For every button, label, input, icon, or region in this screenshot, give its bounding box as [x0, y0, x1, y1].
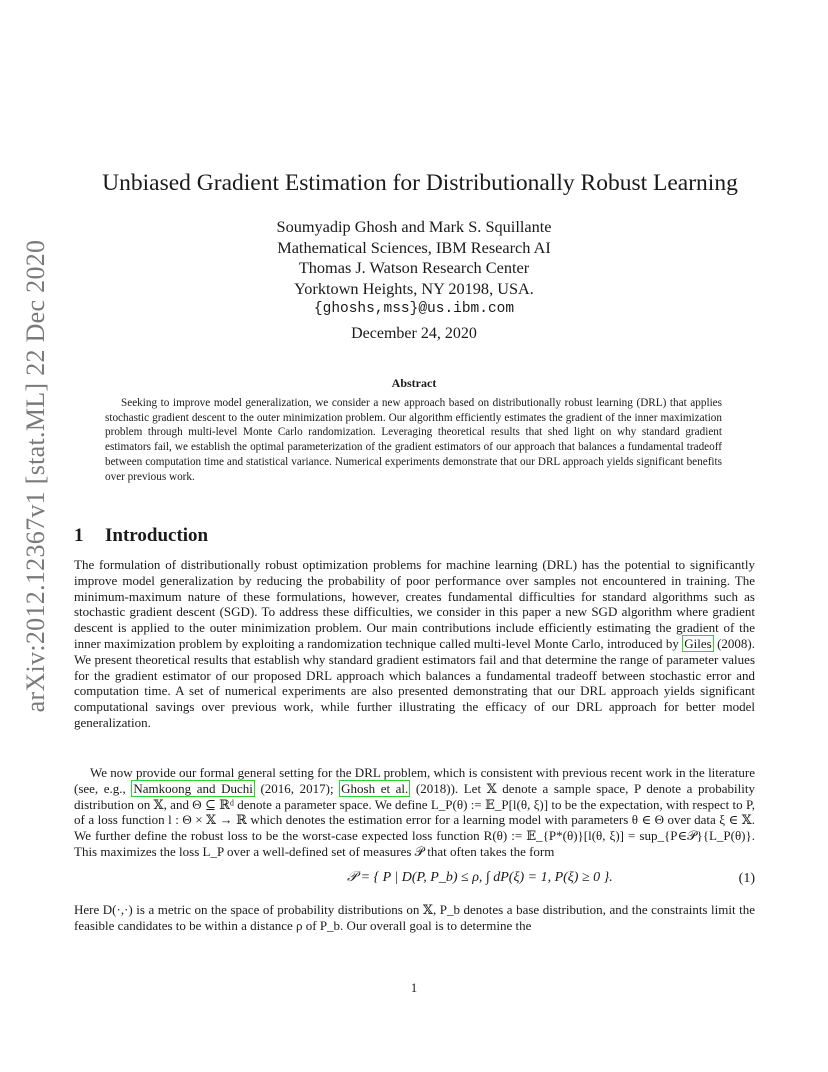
- paper-date: December 24, 2020: [351, 325, 477, 342]
- author-affiliation: Mathematical Sciences, IBM Research AI: [277, 237, 551, 257]
- intro-p2-text-a: We now provide our formal general setting for the DRL problem, which is consistent with previous recent work in the literature (see, e.g.,: [74, 765, 755, 796]
- intro-p1-text-a: The formulation of distributionally robust optimization problems for machine learning (DRL) has the potential to significantly improve model generalization by reducing the probability of poor performance over samples not encountered in training. The minimum-maximum nature of these formulations, however, creates fundamental difficulties for standard algorithms such as stochastic gradient descent (SGD). To address these difficulties, we consider in this paper a new SGD algorithm where gradient descent is applied to the outer minimization problem. Our main contributions include efficiently estimating the gradient of the inner maximization problem by exploiting a randomization technique called multi-level Monte Carlo, introduced by: [74, 557, 755, 651]
- section-heading: [74, 525, 208, 547]
- author-email: {ghoshs,mss}@us.ibm.com: [313, 301, 515, 317]
- citation-year: (2008): [717, 635, 752, 651]
- intro-paragraph-2: [74, 765, 755, 860]
- intro-p1-text-b: . We present theoretical results that establish why standard gradient estimators fail and that determine the range of parameter values for the gradient estimator of our proposed DRL approach which balances a fundamental tradeoff between stochastic error and computation time. A set of numerical experiments are also presented demonstrating that our DRL approach yields significant computational savings over previous work, while further illustrating the efficacy of our DRL approach for better model generalization.: [74, 635, 755, 730]
- page-number: 1: [410, 981, 418, 995]
- section-number: 1: [74, 525, 84, 546]
- intro-p2-text-b: ). Let 𝕏 denote a sample space, P denote a probability distribution on 𝕏, and Θ ⊆ ℝᵈ denote a parameter space. We define L_P(θ) := 𝔼_P[l(θ, ξ)] to be the expectation, with respect to P, of a loss function l : Θ × 𝕏 → ℝ which denotes the estimation error for a learning model with parameters θ ∈ Θ over data ξ ∈ 𝕏. We further define the robust loss to be the worst-case expected loss function R(θ) := 𝔼_{P*(θ)}[l(θ, ξ)] = sup_{P∈𝒫}{L_P(θ)}. This maximizes the loss L_P over a well-defined set of measures 𝒫 that often takes the form: [74, 780, 755, 859]
- citation-link-giles[interactable]: Giles: [684, 635, 712, 651]
- section-title: Introduction: [105, 525, 209, 546]
- equation-1: [74, 868, 755, 894]
- citation-year: (2018): [415, 780, 451, 796]
- intro-paragraph-1: [74, 557, 755, 731]
- arxiv-identifier: arXiv:2012.12367v1 [stat.ML] 22 Dec 2020: [21, 239, 50, 713]
- intro-paragraph-3: Here D(·,·) is a metric on the space of probability distributions on 𝕏, P_b denotes a base distribution, and the constraints limit the feasible candidates to be within a distance ρ of P_b. Our overall goal is to determine the: [74, 902, 755, 933]
- citation-link-namkoong-duchi[interactable]: Namkoong and Duchi: [133, 780, 253, 796]
- abstract-heading: Abstract: [391, 376, 437, 390]
- citation-years: (2016, 2017): [260, 780, 330, 796]
- paper-title: Unbiased Gradient Estimation for Distributionally Robust Learning: [102, 170, 738, 196]
- author-block: [214, 217, 614, 320]
- abstract-text: Seeking to improve model generalization, we consider a new approach based on distributionally robust learning (DRL) that applies stochastic gradient descent to the outer minimization problem. Our algorithm efficiently estimates the gradient of the inner maximization problem through multi-level Monte Carlo randomization. Leveraging theoretical results that shed light on why standard gradient estimators fail, we establish the optimal parameterization of the gradient estimators of our approach that balances a fundamental tradeoff between computation time and statistical variance. Numerical experiments demonstrate that our DRL approach yields significant benefits over previous work.: [105, 397, 722, 483]
- equation-number: (1): [738, 871, 755, 886]
- citation-separator: ;: [329, 780, 340, 796]
- citation-link-ghosh[interactable]: Ghosh et al.: [341, 780, 409, 796]
- arxiv-sidebar: [6, 239, 66, 713]
- author-institution: Thomas J. Watson Research Center: [298, 258, 530, 277]
- equation-body: 𝒫 = { P | D(P, P_b) ≤ ρ, ∫ dP(ξ) = 1, P(ξ) ≥ 0 }.: [347, 870, 613, 885]
- author-names: Soumyadip Ghosh and Mark S. Squillante: [276, 217, 552, 236]
- author-address: Yorktown Heights, NY 20198, USA.: [294, 278, 534, 298]
